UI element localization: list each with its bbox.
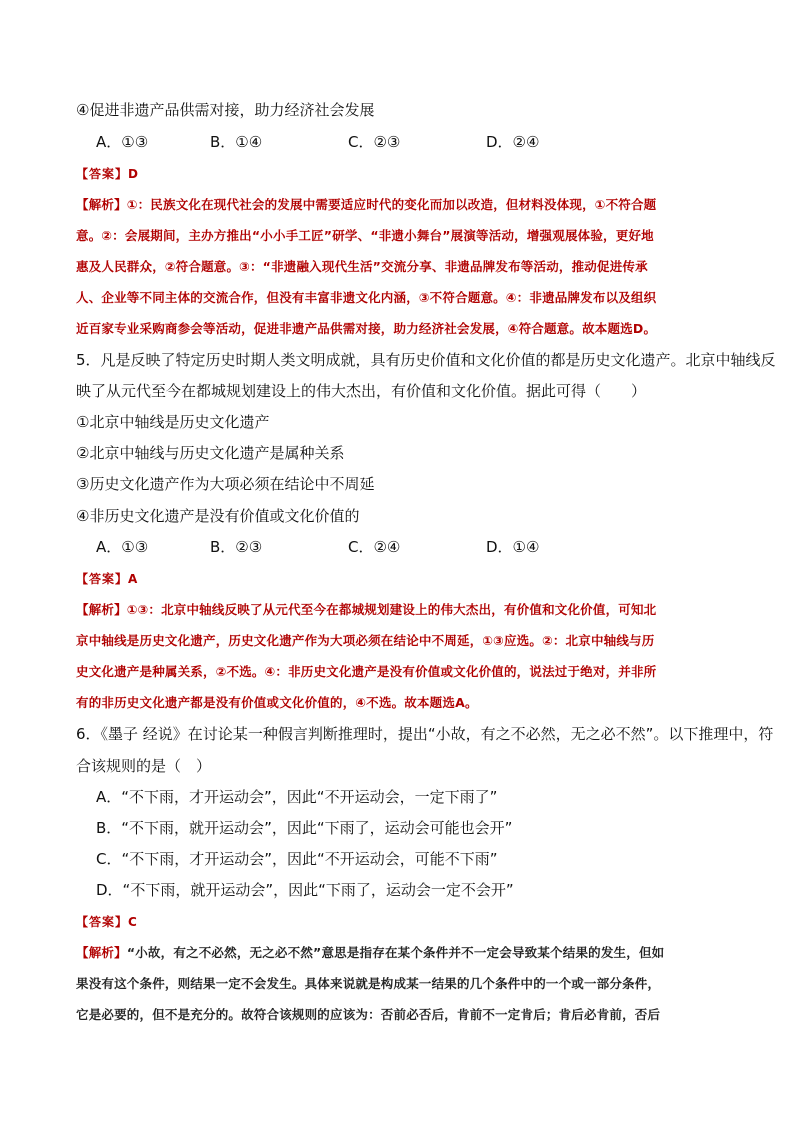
- analysis-line: 意。②：会展期间，主办方推出“小小手工匠”研学、“非遗小舞台”展演等活动，增强观展体验，更好地: [76, 228, 654, 243]
- option-a: A．①③: [96, 538, 149, 556]
- answer-label: 【答案】: [76, 167, 129, 181]
- analysis-line: 近百家专业采购商参会等活动，促进非遗产品供需对接，助力经济社会发展，④符合题意。故本题选D。: [76, 321, 657, 336]
- option-c: C．②③: [348, 133, 401, 151]
- answer-value: C: [128, 915, 138, 929]
- question-stem: 映了从元代至今在都城规划建设上的伟大杰出，有价值和文化价值。据此可得（ ）: [76, 382, 647, 400]
- analysis-line: 它是必要的，但不是充分的。故符合该规则的应该为：否前必否后，肯前不一定肯后；肯后必肯前，否后: [76, 1007, 661, 1022]
- analysis-label: 【解析】: [76, 602, 127, 617]
- analysis-label: 【解析】: [76, 197, 127, 212]
- statement-4: ④促进非遗产品供需对接，助力经济社会发展: [76, 101, 375, 119]
- question-stem: 合该规则的是（ ）: [76, 757, 212, 775]
- answer-value: A: [128, 572, 139, 586]
- analysis-line: 京中轴线是历史文化遗产，历史文化遗产作为大项必须在结论中不周延，①③应选。②：北京中轴线与历: [76, 633, 655, 648]
- answer-line: [76, 569, 138, 589]
- option-d: D．①④: [486, 538, 540, 556]
- option-b: B．①④: [210, 133, 263, 151]
- analysis-line: 史文化遗产是种属关系，②不选。④：非历史文化遗产是没有价值或文化价值的，说法过于绝对，并非所: [76, 664, 657, 679]
- question-stem: 5．凡是反映了特定历史时期人类文明成就，具有历史价值和文化价值的都是历史文化遗产。北京中轴线反: [76, 351, 776, 369]
- statement-2: ②北京中轴线与历史文化遗产是属种关系: [76, 444, 345, 462]
- option-b: B．②③: [210, 538, 263, 556]
- option-c: C．“不下雨，才开运动会”，因此“不开运动会，可能不下雨”: [96, 850, 498, 868]
- analysis-text: ①③：北京中轴线反映了从元代至今在都城规划建设上的伟大杰出，有价值和文化价值，可知北: [126, 602, 657, 617]
- answer-label: 【答案】: [76, 572, 129, 586]
- analysis-line: [76, 943, 664, 963]
- statement-1: ①北京中轴线是历史文化遗产: [76, 413, 270, 431]
- analysis-line: [76, 600, 656, 620]
- analysis-line: 人、企业等不同主体的交流合作，但没有丰富非遗文化内涵，③不符合题意。④：非遗品牌发布以及组织: [76, 290, 657, 305]
- answer-line: [76, 912, 138, 932]
- option-b: B．“不下雨，就开运动会”，因此“下雨了，运动会可能也会开”: [96, 819, 513, 837]
- analysis-line: 有的非历史文化遗产都是没有价值或文化价值的，④不选。故本题选A。: [76, 695, 478, 710]
- answer-label: 【答案】: [76, 915, 129, 929]
- analysis-line: 惠及人民群众，②符合题意。③：“非遗融入现代生活”交流分享、非遗品牌发布等活动，推动促进传承: [76, 259, 648, 274]
- option-d: D．②④: [486, 133, 540, 151]
- analysis-text: “小故，有之不必然，无之必不然”意思是指存在某个条件并不一定会导致某个结果的发生，但如: [126, 945, 665, 960]
- statement-3: ③历史文化遗产作为大项必须在结论中不周延: [76, 475, 375, 493]
- option-a: A．①③: [96, 133, 149, 151]
- option-d: D．“不下雨，就开运动会”，因此“下雨了，运动会一定不会开”: [96, 881, 514, 899]
- answer-value: D: [128, 167, 139, 181]
- analysis-label: 【解析】: [76, 945, 127, 960]
- statement-4: ④非历史文化遗产是没有价值或文化价值的: [76, 507, 360, 525]
- option-a: A．“不下雨，才开运动会”，因此“不开运动会，一定下雨了”: [96, 788, 498, 806]
- analysis-line: [76, 195, 656, 215]
- option-c: C．②④: [348, 538, 401, 556]
- analysis-text: ①：民族文化在现代社会的发展中需要适应时代的变化而加以改造，但材料没体现，①不符合题: [126, 197, 657, 212]
- question-stem: 6．《墨子 经说》在讨论某一种假言判断推理时，提出“小故，有之不必然，无之必不然”。以下推理中，符: [76, 725, 774, 743]
- analysis-line: 果没有这个条件，则结果一定不会发生。具体来说就是构成某一结果的几个条件中的一个或一部分条件，: [76, 976, 661, 991]
- answer-line: [76, 164, 139, 184]
